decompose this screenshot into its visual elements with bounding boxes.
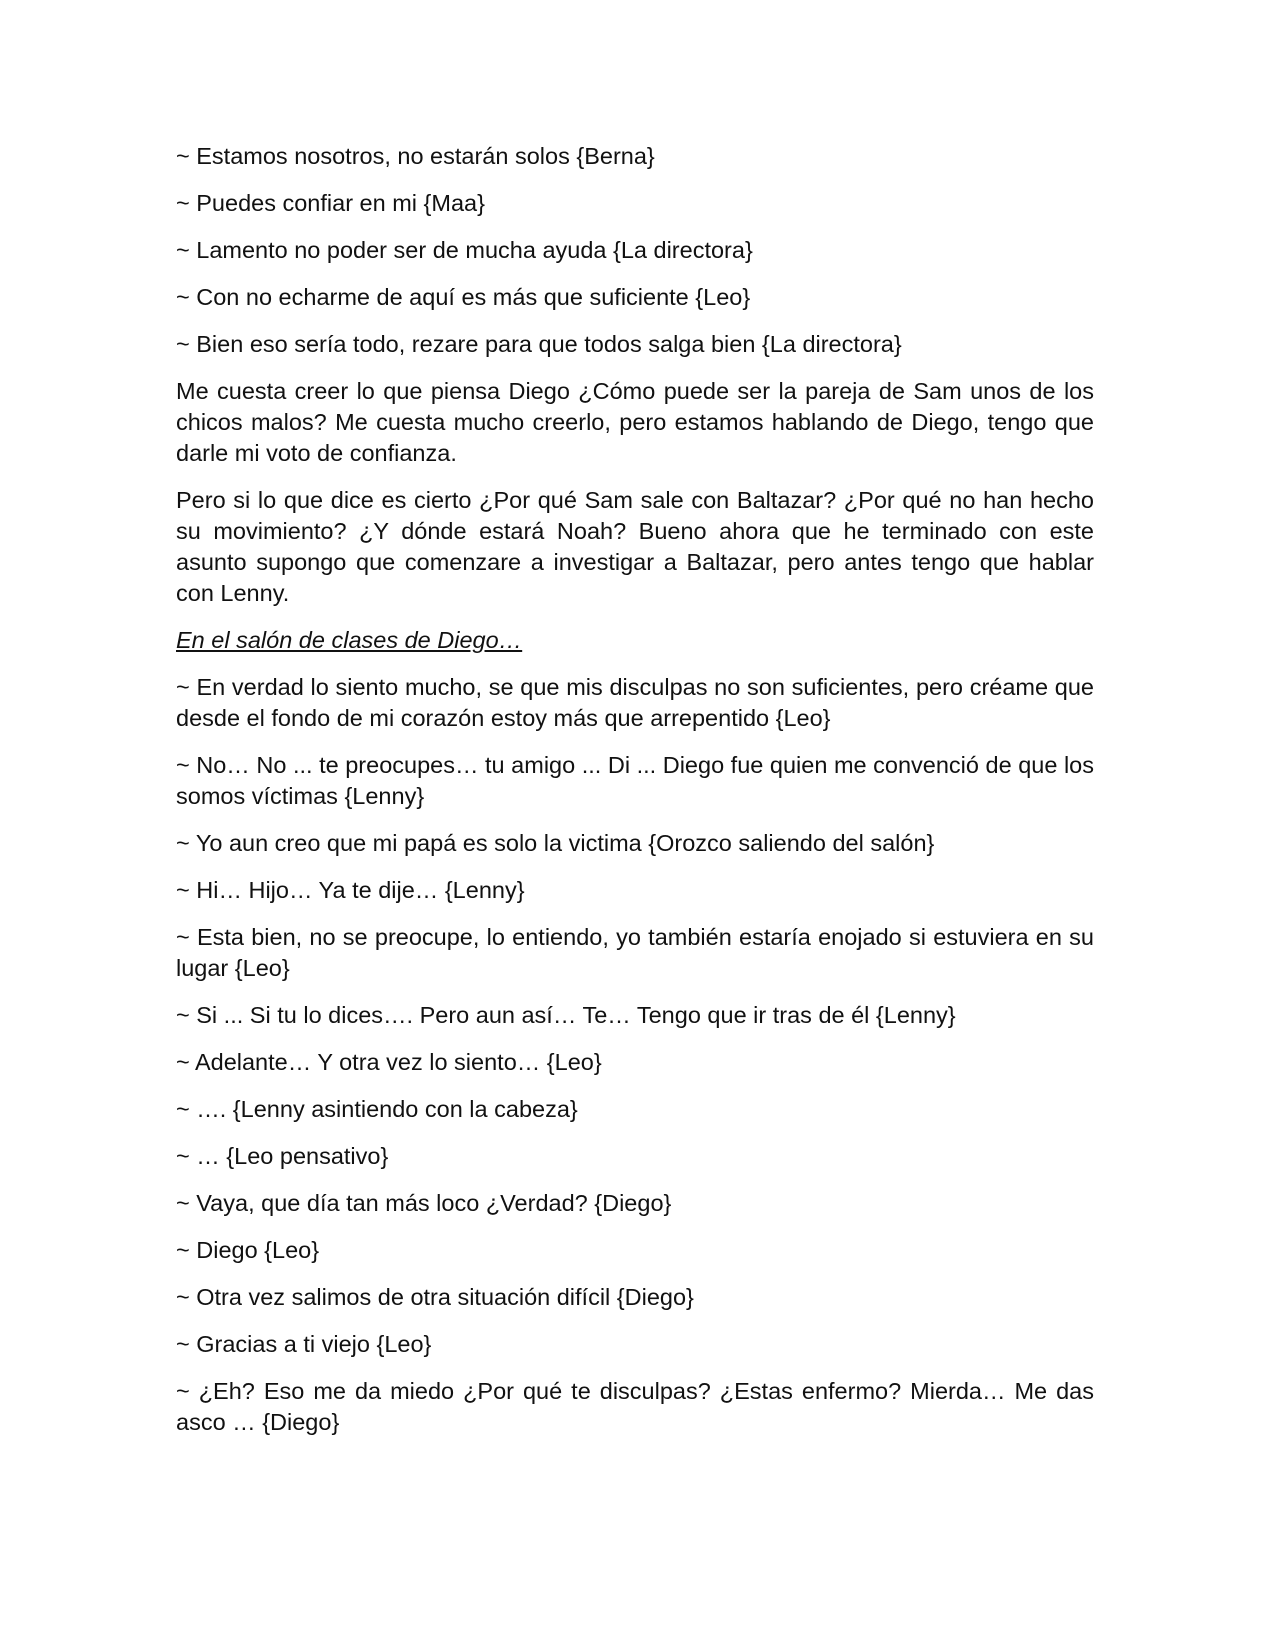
scene-heading: En el salón de clases de Diego…: [176, 627, 523, 653]
narrative-paragraph: Pero si lo que dice es cierto ¿Por qué Sam sale con Baltazar? ¿Por qué no han hecho su movimiento? ¿Y dónde estará Noah? Bueno ahora que he terminado con este asunto supongo que comenzare a investigar a Baltazar, pero antes tengo que hablar con Lenny.: [176, 487, 1094, 606]
dialogue-line: ~ En verdad lo siento mucho, se que mis disculpas no son suficientes, pero créame que desde el fondo de mi corazón estoy más que arrepentido {Leo}: [176, 674, 1094, 731]
dialogue-line: ~ Bien eso sería todo, rezare para que todos salga bien {La directora}: [176, 331, 902, 357]
dialogue-line: ~ Hi… Hijo… Ya te dije… {Lenny}: [176, 877, 525, 903]
dialogue-line: ~ Yo aun creo que mi papá es solo la victima {Orozco saliendo del salón}: [176, 830, 935, 856]
dialogue-line: ~ Adelante… Y otra vez lo siento… {Leo}: [176, 1049, 602, 1075]
dialogue-line: ~ No… No ... te preocupes… tu amigo ... Di ... Diego fue quien me convenció de que los somos víctimas {Lenny}: [176, 752, 1094, 809]
dialogue-line: ~ Con no echarme de aquí es más que suficiente {Leo}: [176, 284, 751, 310]
dialogue-line: ~ Puedes confiar en mi {Maa}: [176, 190, 485, 216]
dialogue-line: ~ Si ... Si tu lo dices…. Pero aun así… Te… Tengo que ir tras de él {Lenny}: [176, 1002, 956, 1028]
dialogue-line: ~ Vaya, que día tan más loco ¿Verdad? {Diego}: [176, 1190, 672, 1216]
dialogue-line: ~ Diego {Leo}: [176, 1237, 320, 1263]
narrative-paragraph: Me cuesta creer lo que piensa Diego ¿Cómo puede ser la pareja de Sam unos de los chicos malos? Me cuesta mucho creerlo, pero estamos hablando de Diego, tengo que darle mi voto de confianza.: [176, 378, 1094, 466]
dialogue-line: ~ Lamento no poder ser de mucha ayuda {La directora}: [176, 237, 753, 263]
dialogue-line: ~ ¿Eh? Eso me da miedo ¿Por qué te disculpas? ¿Estas enfermo? Mierda… Me das asco … {Diego}: [176, 1378, 1094, 1435]
dialogue-line: ~ Gracias a ti viejo {Leo}: [176, 1331, 432, 1357]
dialogue-line: ~ Otra vez salimos de otra situación difícil {Diego}: [176, 1284, 694, 1310]
document-body: [176, 141, 1094, 1454]
dialogue-line: ~ … {Leo pensativo}: [176, 1143, 389, 1169]
dialogue-line: ~ …. {Lenny asintiendo con la cabeza}: [176, 1096, 578, 1122]
dialogue-line: ~ Esta bien, no se preocupe, lo entiendo, yo también estaría enojado si estuviera en su lugar {Leo}: [176, 924, 1094, 981]
dialogue-line: ~ Estamos nosotros, no estarán solos {Berna}: [176, 143, 655, 169]
